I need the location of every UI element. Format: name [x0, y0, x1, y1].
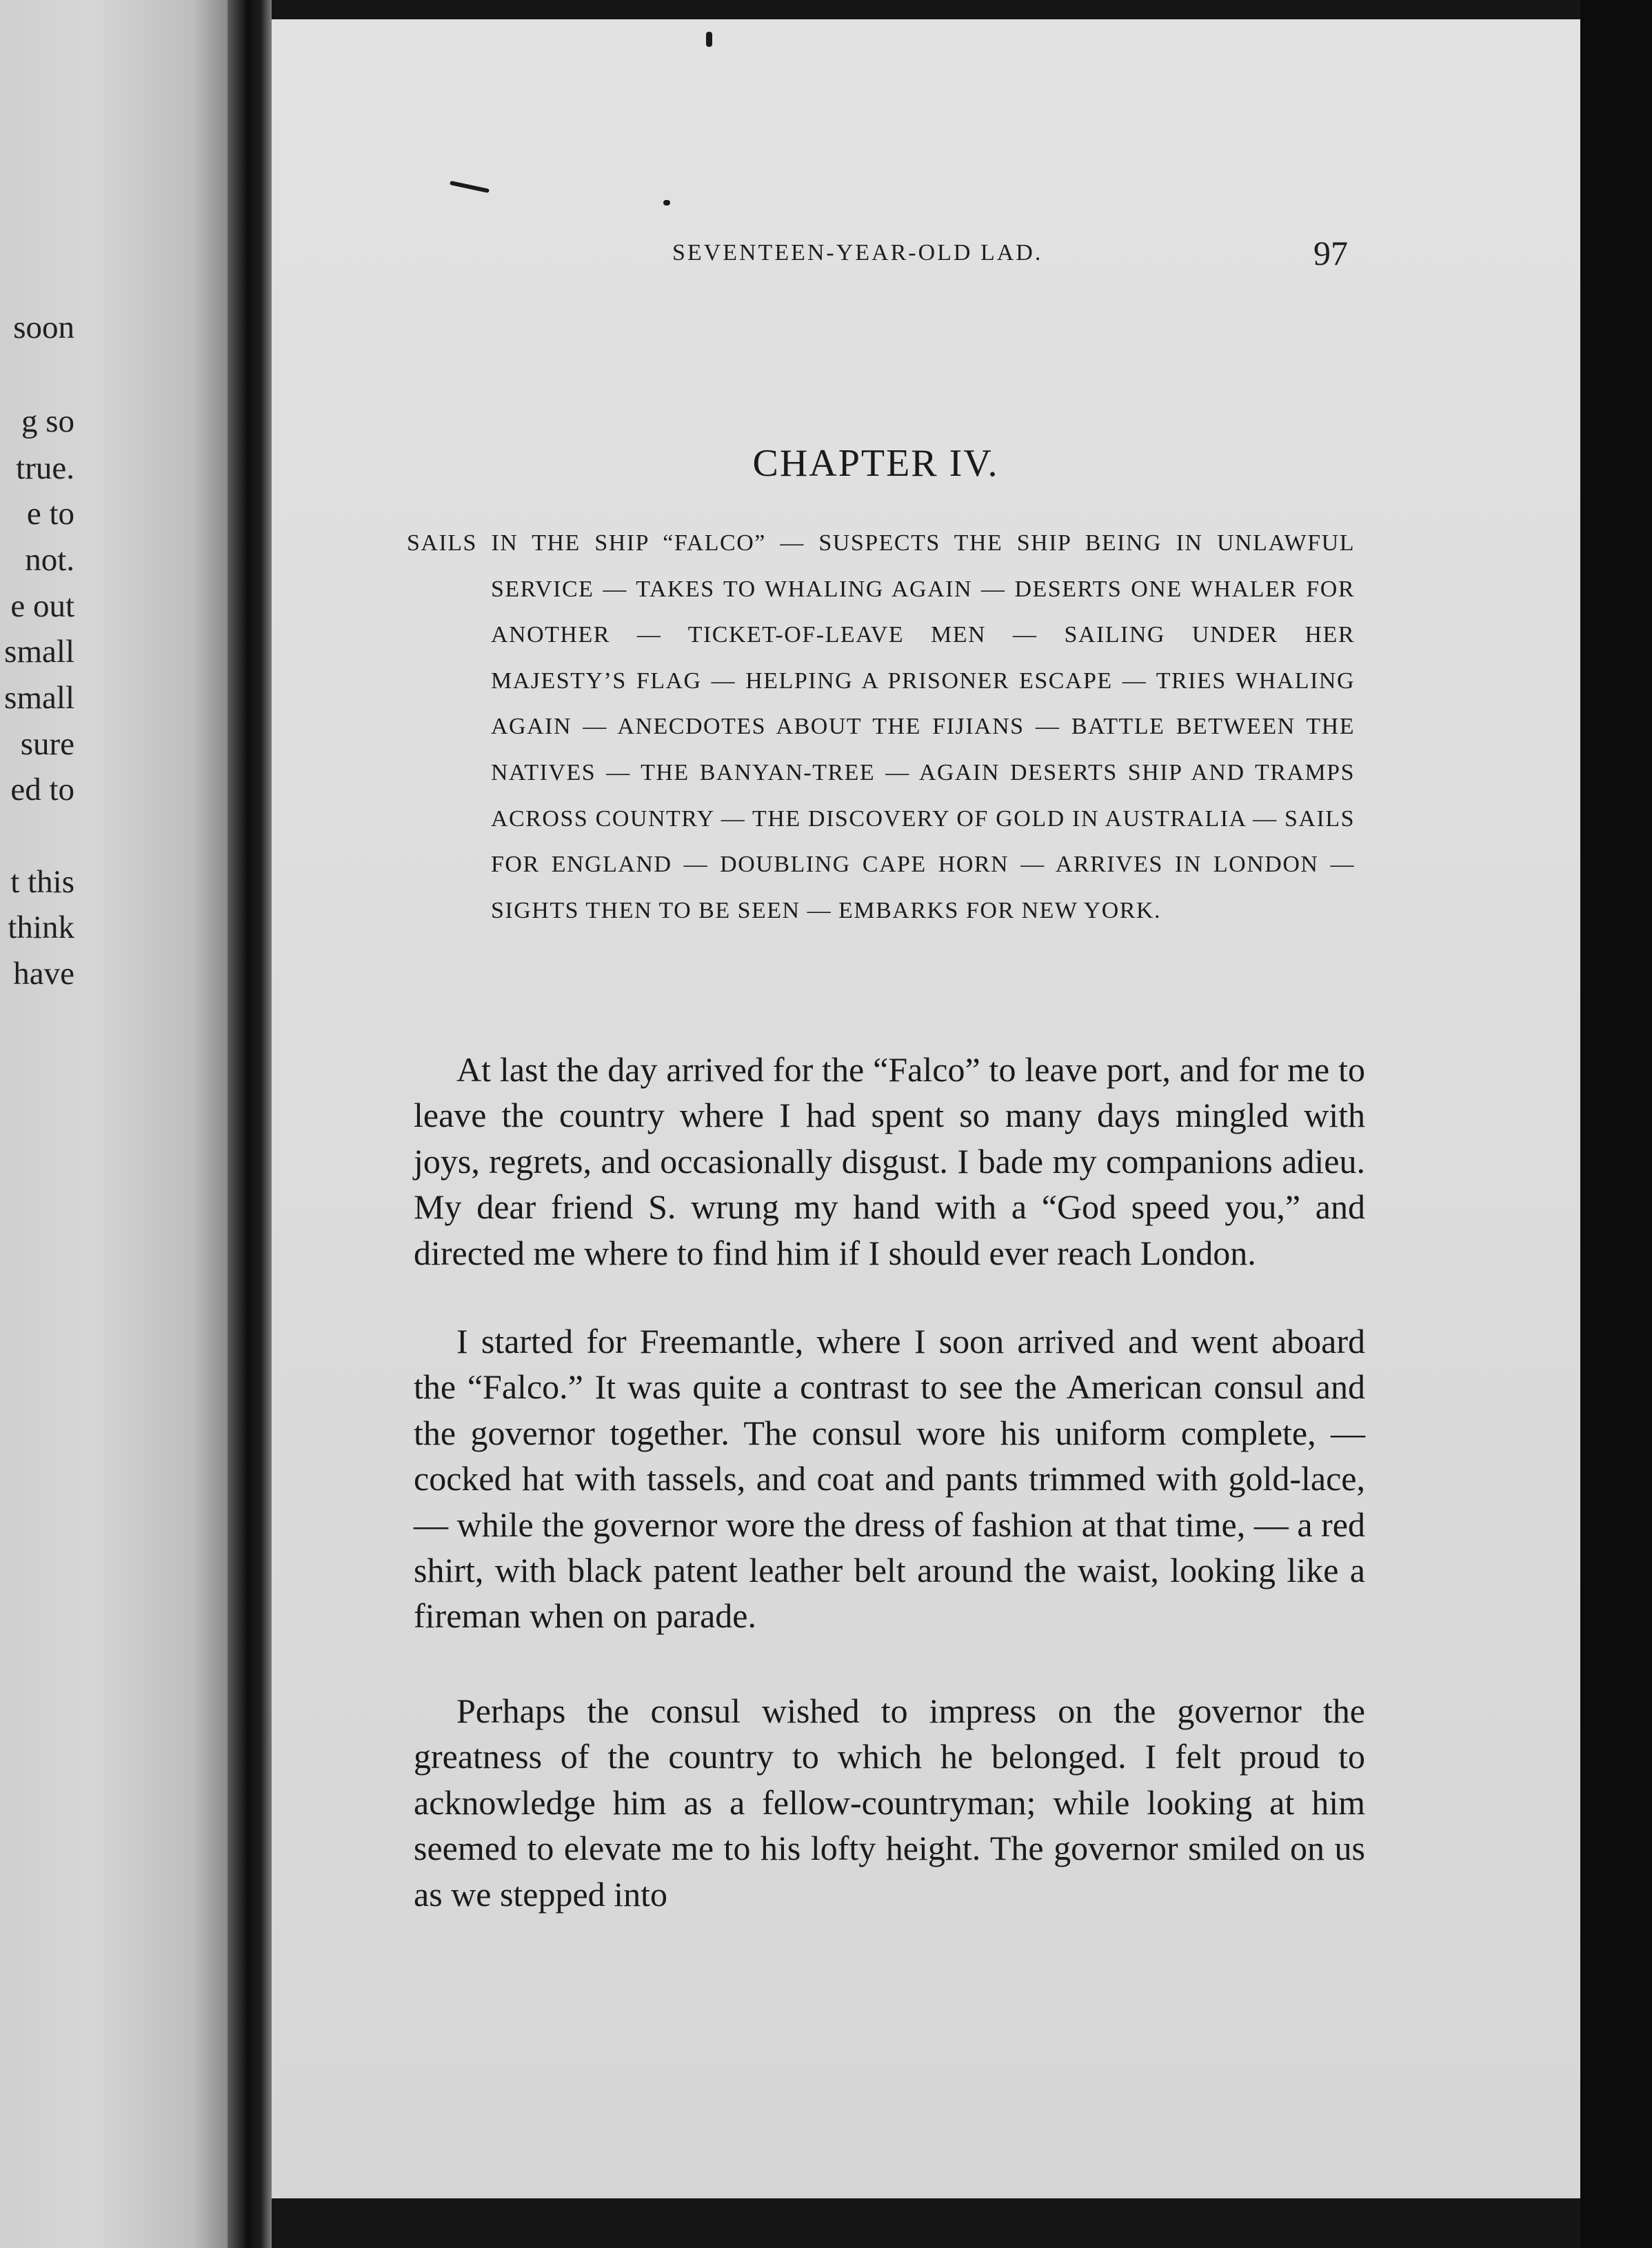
ink-speck	[663, 200, 670, 205]
chapter-title: CHAPTER IV.	[752, 442, 999, 485]
facing-page-edge	[0, 0, 228, 2248]
facing-page-fragment: have	[13, 956, 74, 992]
paragraph-text: At last the day arrived for the “Falco” to leave port, and for me to leave the country where I had spent so many days mingled with joys, regrets, and occasionally disgust. I bade my companions adieu. My dear friend S. wrung my hand with a “God speed you,” and directed me where to find him if I should ever reach London.	[414, 1050, 1365, 1272]
facing-page-fragment: sure	[20, 726, 74, 762]
running-head: SEVENTEEN-YEAR-OLD LAD.	[672, 240, 1043, 265]
facing-page-fragment: small	[4, 634, 74, 670]
facing-page-fragment: small	[4, 680, 74, 716]
facing-page-fragment: e out	[10, 588, 74, 624]
scan-border	[1580, 0, 1652, 2248]
book-gutter-shadow	[228, 0, 272, 2248]
chapter-summary: SAILS IN THE SHIP “FALCO” — SUSPECTS THE SHIP BEING IN UNLAWFUL SERVICE — TAKES TO WHALING AGAIN — DESERTS ONE WHALER FOR ANOTHER — TICKET-OF-LEAVE MEN — SAILING UNDER HER MAJESTY’S FLAG — HELPING A PRISONER ESCAPE — TRIES WHALING AGAIN — ANECDOTES ABOUT THE FIJIANS — BATTLE BETWEEN THE NATIVES — THE BANYAN-TREE — AGAIN DESERTS SHIP AND TRAMPS ACROSS COUNTRY — THE DISCOVERY OF GOLD IN AUSTRALIA — SAILS FOR ENGLAND — DOUBLING CAPE HORN — ARRIVES IN LONDON — SIGHTS THEN TO BE SEEN — EMBARKS FOR NEW YORK.	[407, 530, 1355, 923]
facing-page-fragment: e to	[26, 496, 74, 532]
body-paragraph	[414, 1047, 1365, 1276]
facing-page-fragment: true.	[16, 450, 74, 486]
facing-page-fragment: soon	[13, 310, 74, 345]
facing-page-fragment: think	[8, 910, 74, 945]
facing-page-fragment: g so	[21, 403, 74, 439]
body-paragraph	[414, 1318, 1365, 1639]
ink-speck	[450, 181, 490, 193]
facing-page-fragment: ed to	[10, 772, 74, 807]
paragraph-text: I started for Freemantle, where I soon arrived and went aboard the “Falco.” It was quite a contrast to see the American consul and the governor together. The consul wore his uniform complete, — cocked hat with tassels, and coat and pants trimmed with gold-lace,— while the governor wore the dress of fashion at that time, — a red shirt, with black patent leather belt around the waist, looking like a fireman when on parade.	[414, 1322, 1365, 1636]
page-number: 97	[1313, 234, 1348, 272]
facing-page-fragment: t this	[10, 864, 74, 900]
body-paragraph	[414, 1688, 1365, 1917]
ink-speck	[706, 32, 712, 47]
facing-page-fragment: not.	[25, 542, 74, 578]
paragraph-text: Perhaps the consul wished to impress on the governor the greatness of the country to which he belonged. I felt proud to acknowledge him as a fellow-countryman; while looking at him seemed to elevate me to his lofty height. The governor smiled on us as we stepped into	[414, 1692, 1365, 1914]
